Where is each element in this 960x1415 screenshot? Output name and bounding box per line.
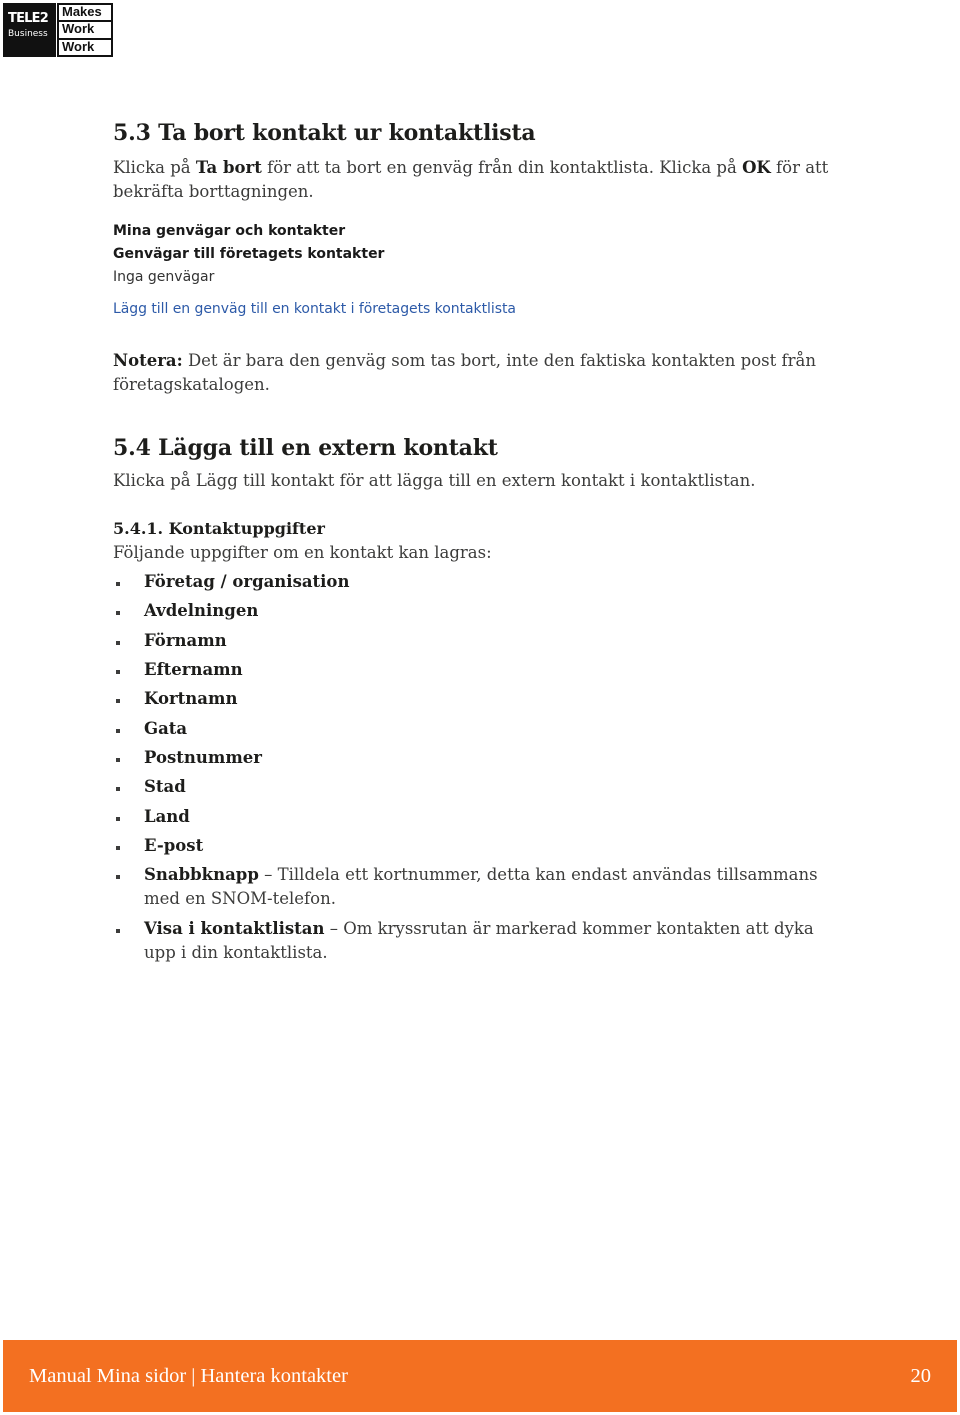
field-label: Postnummer (144, 748, 262, 768)
field-label: Företag / organisation (144, 572, 350, 591)
logo-tagline-word: Makes (59, 5, 111, 22)
delete-instructions (113, 156, 858, 204)
screenshot-add-shortcut-link: Lägg till en genväg till en kontakt i företagets kontaktlista (113, 301, 516, 317)
logo-brand-sub: Business (8, 29, 48, 39)
note-text: Det är bara den genväg som tas bort, inte den faktiska kontakten post från företagskatalogen. (113, 351, 816, 394)
list-item (144, 599, 841, 623)
note-label: Notera: (113, 351, 183, 370)
section-heading-5-3: 5.3 Ta bort kontakt ur kontaktlista (113, 120, 536, 146)
page-footer (3, 1340, 957, 1412)
screenshot-empty-text: Inga genvägar (113, 269, 215, 285)
note-paragraph (113, 349, 858, 397)
list-item (144, 917, 841, 965)
logo-tagline-word: Work (62, 38, 95, 54)
field-label: Kortnamn (144, 689, 238, 709)
square-bullet-icon (116, 875, 120, 879)
field-label: Efternamn (144, 660, 243, 680)
logo-tagline (57, 3, 113, 57)
list-item (144, 658, 841, 682)
field-description: – Tilldela ett kortnummer, detta kan endast användas tillsammans med en SNOM-telefon. (144, 865, 818, 909)
list-item (144, 629, 841, 653)
list-item (144, 570, 841, 594)
instructions-text: Klicka på (113, 158, 191, 177)
list-item (144, 775, 841, 799)
contact-fields-list (144, 570, 841, 970)
field-label: Förnamn (144, 630, 227, 650)
instructions-bold-term: OK (742, 158, 771, 177)
section-heading-5-4: 5.4 Lägga till en extern kontakt (113, 435, 498, 461)
field-label: Snabbknapp (144, 865, 259, 885)
logo-brand-name: TELE2 (8, 11, 48, 26)
field-label: Avdelningen (144, 601, 259, 621)
logo-brand-block (3, 3, 56, 57)
instructions-text: för att bekräfta borttagningen. (113, 158, 829, 201)
square-bullet-icon (116, 611, 120, 615)
list-item (144, 717, 841, 741)
list-item (144, 834, 841, 858)
field-label: Gata (144, 718, 188, 738)
list-item (144, 805, 841, 829)
tele2-business-logo (3, 3, 113, 57)
square-bullet-icon (116, 670, 120, 674)
instructions-text: för att ta bort en genväg från din kontaktlista. Klicka på (267, 158, 737, 177)
field-label: Visa i kontaktlistan (144, 918, 325, 938)
screenshot-subtitle: Genvägar till företagets kontakter (113, 246, 385, 262)
field-label: Land (144, 806, 190, 826)
footer-title: Manual Mina sidor | Hantera kontakter (29, 1365, 348, 1387)
subsection-heading-5-4-1: 5.4.1. Kontaktuppgifter (113, 519, 325, 538)
screenshot-title: Mina genvägar och kontakter (113, 223, 346, 239)
field-description: – Om kryssrutan är markerad kommer kontakten att dyka upp i din kontaktlista. (144, 918, 814, 962)
square-bullet-icon (116, 817, 120, 821)
square-bullet-icon (116, 787, 120, 791)
square-bullet-icon (116, 641, 120, 645)
square-bullet-icon (116, 846, 120, 850)
square-bullet-icon (116, 582, 120, 586)
field-label: Stad (144, 777, 186, 797)
square-bullet-icon (116, 729, 120, 733)
instructions-bold-term: Ta bort (195, 158, 262, 177)
page-number: 20 (910, 1365, 931, 1387)
square-bullet-icon (116, 699, 120, 703)
list-item (144, 687, 841, 711)
list-item (144, 863, 841, 911)
field-label: E-post (144, 836, 204, 856)
logo-tagline-word: Work (59, 22, 111, 39)
list-item (144, 746, 841, 770)
shortcuts-screenshot (110, 219, 542, 322)
square-bullet-icon (116, 758, 120, 762)
square-bullet-icon (116, 929, 120, 933)
add-contact-instructions: Klicka på Lägg till kontakt för att lägga till en extern kontakt i kontaktlistan. (113, 471, 756, 490)
fields-intro: Följande uppgifter om en kontakt kan lagras: (113, 543, 492, 562)
